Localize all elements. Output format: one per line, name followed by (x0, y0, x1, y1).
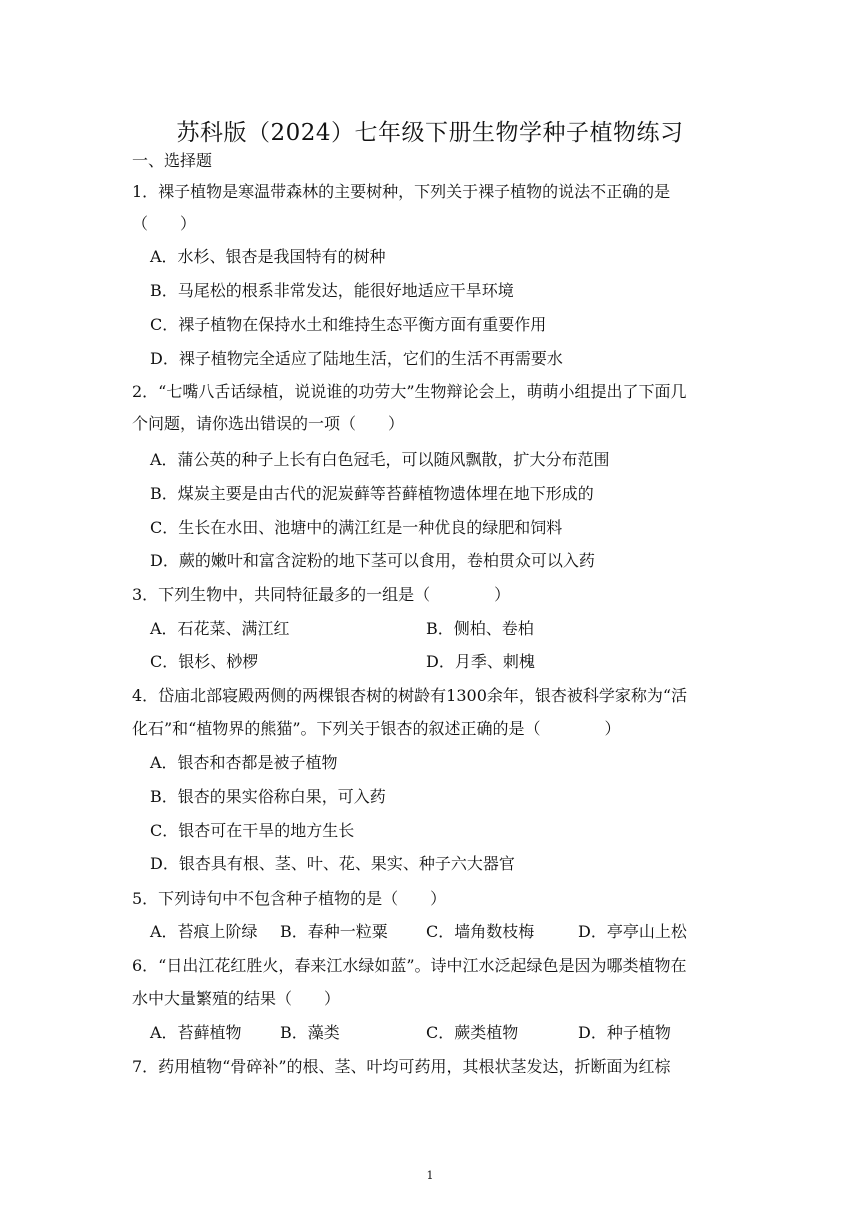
question-2-stem-line-1: 2．“七嘴八舌话绿植，说说谁的功劳大”生物辩论会上，萌萌小组提出了下面几 (132, 382, 687, 401)
question-6-stem-line-2: 水中大量繁殖的结果（ ） (132, 989, 341, 1008)
question-4-option-d: D．银杏具有根、茎、叶、花、果实、种子六大器官 (150, 854, 515, 873)
question-5-option-a: A．苔痕上阶绿 (150, 922, 258, 941)
question-6-option-c: C．蕨类植物 (426, 1023, 519, 1042)
question-1-option-b: B．马尾松的根系非常发达，能很好地适应干旱环境 (150, 281, 514, 300)
question-5-option-c: C．墙角数枝梅 (426, 922, 535, 941)
question-6-stem-line-1: 6．“日出江花红胜火，春来江水绿如蓝”。诗中江水泛起绿色是因为哪类植物在 (132, 956, 687, 975)
question-1-option-c: C．裸子植物在保持水土和维持生态平衡方面有重要作用 (150, 315, 547, 334)
question-4-option-a: A．银杏和杏都是被子植物 (150, 753, 338, 772)
question-5-option-d: D．亭亭山上松 (578, 922, 687, 941)
question-2-option-a: A．蒲公英的种子上长有白色冠毛，可以随风飘散，扩大分布范围 (150, 450, 610, 469)
question-7-stem-line-1: 7．药用植物“骨碎补”的根、茎、叶均可药用，其根状茎发达，折断面为红棕 (132, 1057, 671, 1076)
page-number: 1 (426, 1169, 434, 1182)
question-2-option-b: B．煤炭主要是由古代的泥炭藓等苔藓植物遗体埋在地下形成的 (150, 484, 594, 503)
question-3-option-d: D．月季、刺槐 (426, 652, 535, 671)
question-1-stem-line-1: 1．裸子植物是寒温带森林的主要树种，下列关于裸子植物的说法不正确的是 (132, 182, 671, 201)
question-6-option-a: A．苔藓植物 (150, 1023, 242, 1042)
question-4-option-c: C．银杏可在干旱的地方生长 (150, 821, 355, 840)
question-6-option-b: B．藻类 (280, 1023, 340, 1042)
question-1-option-a: A．水杉、银杏是我国特有的树种 (150, 247, 386, 266)
section-heading: 一、选择题 (132, 151, 213, 170)
question-5-option-b: B．春种一粒粟 (280, 922, 388, 941)
question-3-option-b: B．侧柏、卷柏 (426, 619, 534, 638)
question-3-option-a: A．石花菜、满江红 (150, 619, 290, 638)
question-5-stem: 5．下列诗句中不包含种子植物的是（ ） (132, 889, 447, 908)
question-4-option-b: B．银杏的果实俗称白果，可入药 (150, 787, 386, 806)
page-title: 苏科版（2024）七年级下册生物学种子植物练习 (176, 120, 684, 146)
question-2-stem-line-2: 个问题，请你选出错误的一项（ ） (132, 414, 405, 433)
question-4-stem-line-2: 化石”和“植物界的熊猫”。下列关于银杏的叙述正确的是（ ） (132, 719, 621, 738)
question-1-stem-line-2: （ ） (132, 214, 197, 233)
question-4-stem-line-1: 4．岱庙北部寝殿两侧的两棵银杏树的树龄有1300余年，银杏被科学家称为“活 (132, 686, 688, 705)
question-3-stem: 3．下列生物中，共同特征最多的一组是（ ） (132, 585, 511, 604)
question-3-option-c: C．银杉、桫椤 (150, 652, 259, 671)
question-2-option-d: D．蕨的嫩叶和富含淀粉的地下茎可以食用，卷柏贯众可以入药 (150, 551, 595, 570)
question-6-option-d: D．种子植物 (578, 1023, 671, 1042)
question-1-option-d: D．裸子植物完全适应了陆地生活，它们的生活不再需要水 (150, 349, 563, 368)
question-2-option-c: C．生长在水田、池塘中的满江红是一种优良的绿肥和饲料 (150, 518, 563, 537)
